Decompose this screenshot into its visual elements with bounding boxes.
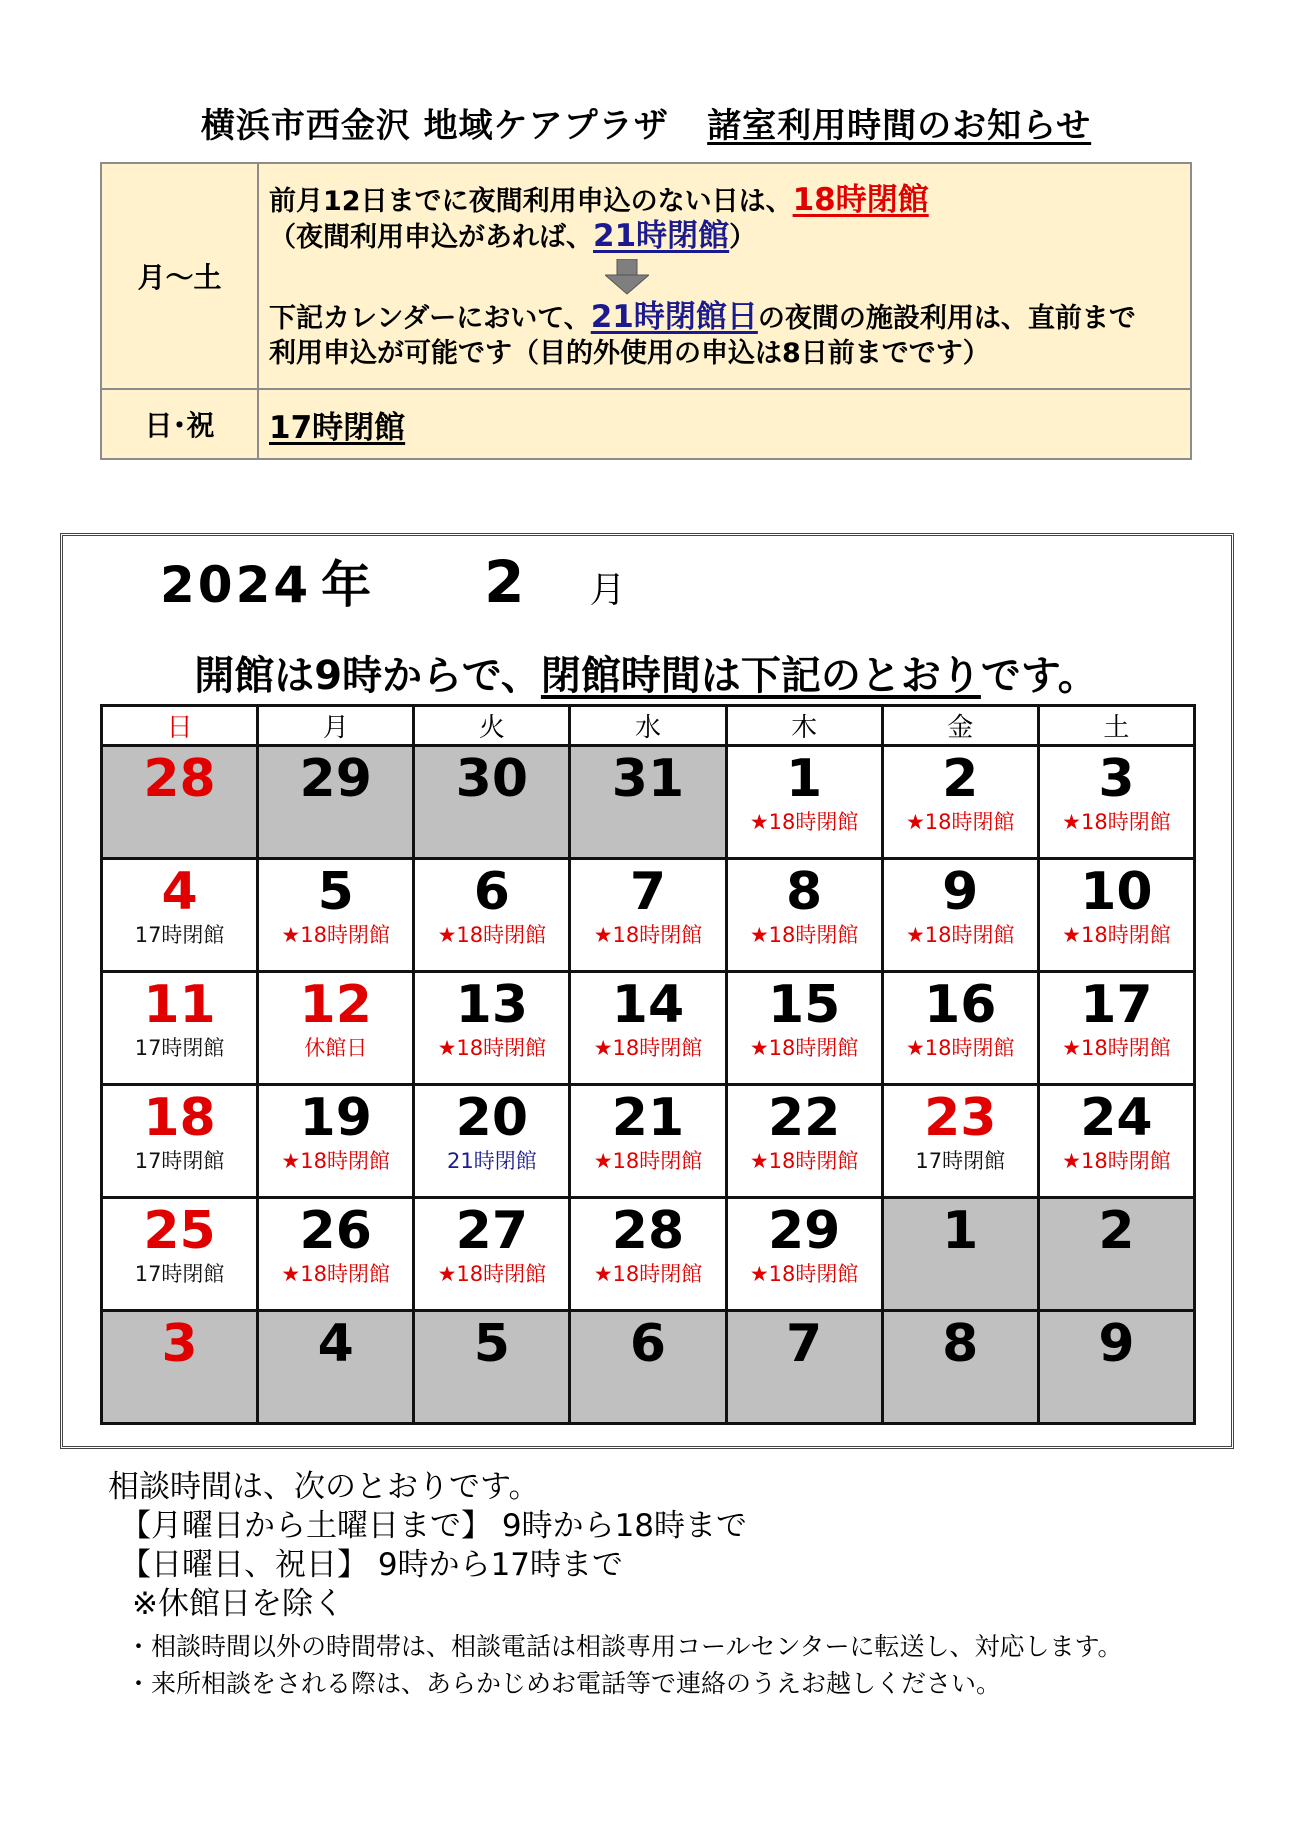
day-closing-note: 17時閉館 — [134, 1149, 225, 1173]
consult-note-2: ・来所相談をされる際は、あらかじめお電話等で連絡のうえお越しください。 — [126, 1669, 1002, 1698]
calendar-body — [102, 746, 1195, 1424]
holiday-label: 日･祝 — [101, 389, 258, 459]
day-number: 26 — [299, 1201, 372, 1261]
close-18-emph: 18時閉館 — [792, 181, 929, 218]
day-closing-note: 17時閉館 — [915, 1149, 1006, 1173]
day-closing-note: ★18時閉館 — [749, 1262, 859, 1286]
weekday-line1-text: 前月12日までに夜間利用申込のない日は、 — [269, 185, 793, 217]
day-number: 9 — [942, 862, 979, 922]
notice-heading: 諸室利用時間のお知らせ — [707, 106, 1092, 146]
weekday-label: 月～土 — [101, 163, 258, 389]
day-number: 3 — [161, 1314, 198, 1374]
year-unit: 年 — [321, 556, 375, 614]
calendar-day-cell — [414, 746, 570, 859]
day-number: 27 — [455, 1201, 529, 1261]
weekday-line1 — [269, 183, 1189, 219]
weekday-header-wed: 水 — [570, 706, 726, 746]
weekday-header-sun: 日 — [102, 706, 258, 746]
day-number: 7 — [629, 862, 667, 922]
calendar-day-cell — [258, 859, 414, 972]
calendar-day-cell — [414, 1085, 570, 1198]
day-number: 31 — [611, 749, 685, 809]
consult-intro: 相談時間は、次のとおりです。 — [108, 1469, 540, 1505]
calendar-day-cell — [258, 1311, 414, 1424]
day-number: 19 — [299, 1088, 372, 1148]
calendar-header — [160, 545, 629, 617]
day-closing-note: ★18時閉館 — [437, 923, 547, 947]
day-number: 28 — [611, 1201, 685, 1261]
day-number: 11 — [143, 975, 216, 1035]
calendar-day-cell — [1038, 1198, 1194, 1311]
calendar-day-cell — [258, 1085, 414, 1198]
consultation-info — [108, 1468, 1123, 1702]
calendar-day-cell — [1038, 746, 1194, 859]
weekday-rules — [258, 163, 1191, 389]
day-closing-note: ★18時閉館 — [905, 1036, 1015, 1060]
weekday-header-row — [102, 706, 1195, 746]
day-number: 18 — [143, 1088, 216, 1148]
subtitle-post: です。 — [980, 653, 1098, 699]
calendar-day-cell — [102, 746, 258, 859]
calendar-week-row — [102, 1198, 1195, 1311]
calendar-year: 2024 — [160, 556, 312, 614]
day-number: 10 — [1080, 862, 1153, 922]
calendar-day-cell — [258, 972, 414, 1085]
calendar-day-cell — [882, 859, 1038, 972]
calendar-day-cell — [570, 1085, 726, 1198]
calendar-day-cell — [570, 1198, 726, 1311]
day-number: 4 — [317, 1314, 354, 1374]
day-number: 29 — [767, 1201, 841, 1261]
calendar-day-cell — [570, 1311, 726, 1424]
day-closing-note: ★18時閉館 — [1062, 923, 1171, 947]
calendar-day-cell — [882, 1085, 1038, 1198]
calendar-day-cell — [726, 972, 882, 1085]
weekday-row — [101, 163, 1191, 389]
weekday-line3-text: 下記カレンダーにおいて、 — [269, 302, 591, 334]
day-closing-note: 17時閉館 — [134, 1036, 225, 1060]
calendar-day-cell — [414, 1311, 570, 1424]
calendar-day-cell — [726, 1085, 882, 1198]
day-number: 20 — [455, 1088, 529, 1148]
calendar-day-cell — [102, 859, 258, 972]
calendar-day-cell — [882, 746, 1038, 859]
day-closing-note: ★18時閉館 — [593, 1149, 703, 1173]
hours-table — [100, 162, 1192, 460]
calendar-day-cell — [102, 1198, 258, 1311]
calendar-day-cell — [102, 1311, 258, 1424]
weekday-header-mon: 月 — [258, 706, 414, 746]
close-21-day-emph: 21時閉館日 — [590, 298, 758, 335]
day-closing-note: ★18時閉館 — [281, 1262, 390, 1286]
day-number: 6 — [473, 862, 510, 922]
day-number: 24 — [1080, 1088, 1153, 1148]
day-closing-note: ★18時閉館 — [749, 1036, 859, 1060]
day-number: 1 — [942, 1201, 979, 1261]
calendar-day-cell — [570, 972, 726, 1085]
day-number: 3 — [1098, 749, 1135, 809]
calendar-week-row — [102, 746, 1195, 859]
calendar-day-cell — [726, 1311, 882, 1424]
weekday-line2-text: （夜間利用申込があれば、 — [269, 221, 593, 253]
day-closing-note: ★18時閉館 — [437, 1036, 547, 1060]
day-closing-note: ★18時閉館 — [593, 923, 703, 947]
day-closing-note: 17時閉館 — [134, 923, 225, 947]
day-closing-note: ★18時閉館 — [749, 1149, 859, 1173]
day-closing-note: ★18時閉館 — [1062, 810, 1171, 834]
day-closing-note: ★18時閉館 — [281, 1149, 390, 1173]
calendar-week-row — [102, 972, 1195, 1085]
calendar-day-cell — [570, 746, 726, 859]
day-closing-note: ★18時閉館 — [437, 1262, 547, 1286]
calendar-week-row — [102, 1311, 1195, 1424]
day-number: 7 — [786, 1314, 823, 1374]
day-closing-note: 17時閉館 — [134, 1262, 225, 1286]
calendar-day-cell — [1038, 859, 1194, 972]
calendar-day-cell — [726, 859, 882, 972]
weekday-line2 — [269, 219, 1189, 255]
calendar-day-cell — [102, 1085, 258, 1198]
calendar-grid — [100, 704, 1196, 1425]
day-number: 25 — [143, 1201, 216, 1261]
facility-name: 横浜市西金沢 地域ケアプラザ — [200, 106, 669, 146]
down-arrow-icon — [605, 259, 649, 295]
day-closing-note: ★18時閉館 — [593, 1036, 703, 1060]
day-number: 5 — [473, 1314, 510, 1374]
consult-weekday-hours: 【月曜日から土曜日まで】 9時から18時まで — [120, 1508, 748, 1544]
consult-holiday-hours: 【日曜日、祝日】 9時から17時まで — [120, 1547, 624, 1583]
day-number: 5 — [317, 862, 354, 922]
day-number: 14 — [611, 975, 685, 1035]
day-number: 2 — [1098, 1201, 1135, 1261]
calendar-day-cell — [414, 972, 570, 1085]
calendar-day-cell — [258, 1198, 414, 1311]
day-number: 12 — [299, 975, 372, 1035]
calendar-day-cell — [726, 746, 882, 859]
weekday-header-fri: 金 — [882, 706, 1038, 746]
day-number: 6 — [629, 1314, 667, 1374]
holiday-close-text: 17時閉館 — [269, 409, 406, 446]
weekday-line3 — [269, 298, 1189, 335]
subtitle-emph: 閉館時間は下記のとおり — [540, 653, 981, 699]
weekday-header-tue: 火 — [414, 706, 570, 746]
day-closing-note: ★18時閉館 — [905, 923, 1015, 947]
day-number: 16 — [924, 975, 997, 1035]
calendar-month: 2 — [484, 548, 528, 616]
weekday-line4: 利用申込が可能です（目的外使用の申込は8日前までです） — [269, 337, 990, 369]
consult-note-1: ・相談時間以外の時間帯は、相談電話は相談専用コールセンターに転送し、対応します。 — [126, 1632, 1123, 1661]
consult-exclusion: ※休館日を除く — [132, 1586, 344, 1622]
calendar-day-cell — [102, 972, 258, 1085]
calendar-day-cell — [1038, 1085, 1194, 1198]
calendar-day-cell — [882, 1198, 1038, 1311]
subtitle-pre: 開館は9時からで、 — [194, 653, 541, 699]
calendar-day-cell — [882, 972, 1038, 1085]
day-number: 28 — [143, 749, 216, 809]
day-number: 13 — [455, 975, 529, 1035]
page-title — [0, 98, 1292, 147]
calendar-day-cell — [258, 746, 414, 859]
day-number: 15 — [767, 975, 841, 1035]
calendar-subtitle — [0, 644, 1292, 701]
calendar-week-row — [102, 1085, 1195, 1198]
day-closing-note: ★18時閉館 — [1062, 1036, 1171, 1060]
calendar-day-cell — [726, 1198, 882, 1311]
holiday-rule — [258, 389, 1191, 459]
day-number: 9 — [1098, 1314, 1135, 1374]
day-number: 1 — [786, 749, 823, 809]
holiday-row — [101, 389, 1191, 459]
day-number: 8 — [942, 1314, 979, 1374]
day-closing-note: ★18時閉館 — [905, 810, 1015, 834]
calendar-day-cell — [570, 859, 726, 972]
weekday-header-sat: 土 — [1038, 706, 1194, 746]
calendar-day-cell — [882, 1311, 1038, 1424]
day-closing-note: ★18時閉館 — [593, 1262, 703, 1286]
day-number: 30 — [455, 749, 529, 809]
day-number: 2 — [942, 749, 979, 809]
day-number: 23 — [924, 1088, 997, 1148]
day-closing-note: ★18時閉館 — [1062, 1149, 1171, 1173]
day-number: 22 — [767, 1088, 841, 1148]
day-closing-note: ★18時閉館 — [749, 923, 859, 947]
day-closing-note: ★18時閉館 — [749, 810, 859, 834]
weekday-line3-tail: の夜間の施設利用は、直前まで — [757, 302, 1136, 334]
day-number: 8 — [786, 862, 823, 922]
calendar-week-row — [102, 859, 1195, 972]
calendar-day-cell — [414, 859, 570, 972]
day-number: 17 — [1080, 975, 1153, 1035]
day-closing-note: ★18時閉館 — [281, 923, 390, 947]
calendar-day-cell — [414, 1198, 570, 1311]
calendar-day-cell — [1038, 1311, 1194, 1424]
day-closing-note: 休館日 — [304, 1036, 368, 1060]
day-number: 4 — [161, 862, 198, 922]
weekday-line2-close: ） — [729, 221, 757, 253]
month-unit: 月 — [589, 570, 629, 611]
calendar-day-cell — [1038, 972, 1194, 1085]
day-closing-note: 21時閉館 — [446, 1149, 537, 1173]
day-number: 29 — [299, 749, 372, 809]
weekday-header-thu: 木 — [726, 706, 882, 746]
close-21-emph: 21時閉館 — [593, 217, 730, 254]
day-number: 21 — [611, 1088, 685, 1148]
